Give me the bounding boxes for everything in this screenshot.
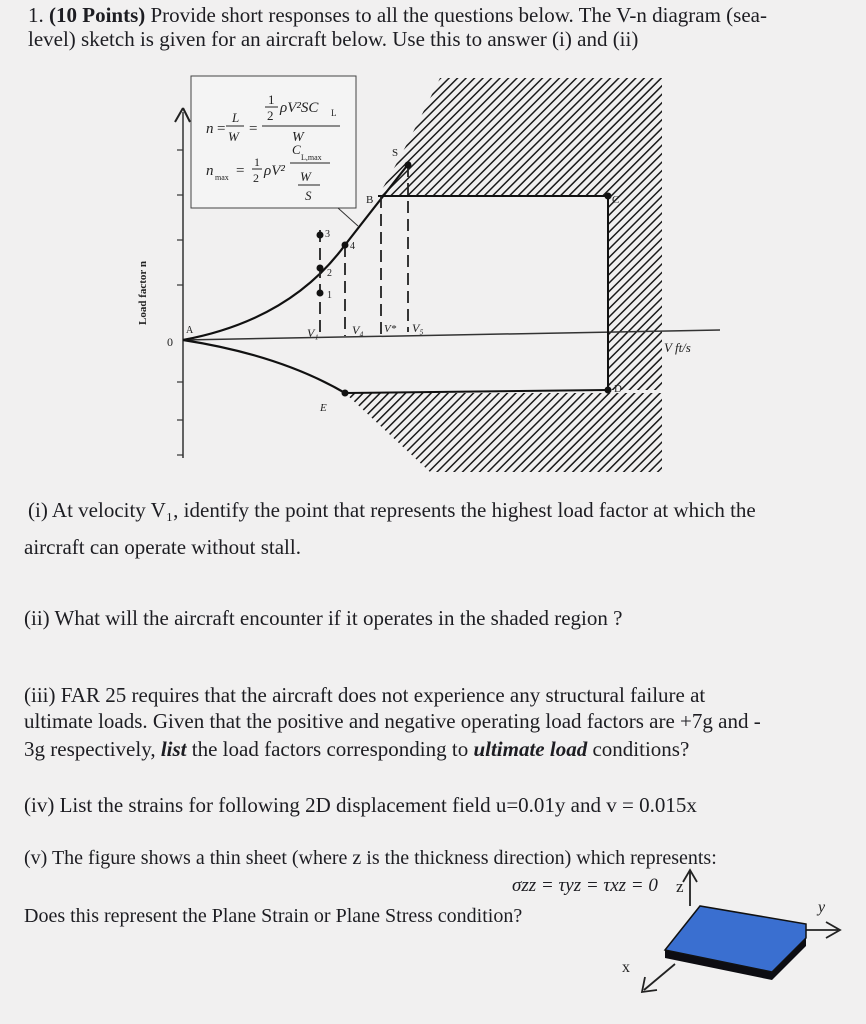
point-label-S: S (392, 147, 399, 159)
point-label-C: C (612, 194, 620, 206)
svg-text:=: = (236, 163, 245, 179)
svg-text:1: 1 (254, 155, 260, 169)
eq1-W: W (228, 129, 239, 144)
eq1-rhs: ρV²SC (280, 100, 319, 116)
marker-point-3 (317, 232, 324, 239)
marker-point-D (605, 387, 612, 394)
svg-text:2: 2 (253, 171, 259, 185)
eq2-n: n (206, 163, 214, 179)
velocity-label-vstar: V* (384, 323, 397, 335)
q3-part-c: the load factors corresponding to (186, 737, 474, 761)
question-intro-line2: level) sketch is given for an aircraft below. Use this to answer (i) and (ii) (28, 27, 639, 51)
velocity-label-v1: V₁ (307, 326, 319, 340)
question-iii-line2: ultimate loads. Given that the positive and negative operating load factors are +7g and - (24, 709, 761, 733)
marker-label-1: 1 (327, 290, 332, 301)
eq1-two: 2 (267, 108, 274, 123)
eq2-CL-sub: L,max (301, 153, 322, 162)
q3-part-ultimate: ultimate load (473, 737, 588, 761)
q3-part-e: conditions? (587, 737, 690, 761)
question-number: 1. (28, 3, 44, 27)
y-label: y (818, 899, 826, 916)
q3-part-list: list (160, 737, 187, 761)
envelope-bottom (345, 390, 608, 393)
question-iii-line3 (24, 737, 689, 761)
eq1-den: W (292, 130, 304, 145)
marker-point-C (605, 193, 612, 200)
marker-point-4 (342, 242, 349, 249)
shaded-region-upper (378, 78, 662, 330)
x-axis-label: V ft/s (664, 340, 691, 355)
question-v-line2: Does this represent the Plane Strain or Plane Stress condition? (24, 905, 523, 927)
eq2-S: S (305, 188, 312, 203)
point-label-D: D (614, 383, 622, 395)
origin-label: 0 (167, 335, 173, 349)
marker-label-2: 2 (327, 268, 332, 279)
point-label-A: A (186, 325, 194, 336)
velocity-label-v4: V₄ (352, 323, 364, 337)
marker-point-1 (317, 290, 324, 297)
shaded-region-lower (345, 393, 662, 472)
q3-part-a: 3g respectively, (24, 737, 161, 761)
question-points: (10 Points) (49, 3, 146, 27)
eq1-half: 1 (268, 92, 275, 107)
y-axis-ticks (177, 150, 183, 455)
eq2-CL: C (292, 142, 301, 157)
question-iv: (iv) List the strains for following 2D displacement field u=0.01y and v = 0.015x (24, 793, 697, 817)
eq2-W: W (300, 169, 311, 184)
eq2-rhs: ρV² (264, 163, 285, 179)
x-axis-sheet (644, 964, 675, 990)
question-v-line1: (v) The figure shows a thin sheet (where z is the thickness direction) which represents: (24, 847, 717, 869)
y-axis-label: Load factor n (137, 261, 149, 325)
marker-label-4: 4 (350, 241, 355, 252)
question-i-line1: (i) At velocity V₁, identify the point that represents the highest load factor at which the (28, 498, 756, 522)
x-label: x (622, 959, 630, 976)
question-iii-line1: (iii) FAR 25 requires that the aircraft does not experience any structural failure at (24, 683, 706, 707)
negative-stall-curve (183, 340, 345, 393)
question-i-line2: aircraft can operate without stall. (24, 535, 301, 559)
point-label-E: E (320, 402, 327, 414)
stress-condition: σzz = τyz = τxz = 0 (512, 875, 658, 896)
velocity-label-v5: V₅ (412, 321, 424, 335)
marker-point-E (342, 390, 349, 397)
svg-text:=: = (249, 121, 258, 137)
marker-point-S (405, 162, 412, 169)
question-ii: (ii) What will the aircraft encounter if it operates in the shaded region ? (24, 606, 623, 630)
svg-text:=: = (217, 121, 226, 137)
marker-point-2 (317, 265, 324, 272)
eq1-rhs-sub: L (331, 108, 337, 118)
box-leader-line (338, 208, 358, 226)
marker-label-3: 3 (325, 229, 330, 240)
eq1-n: n (206, 121, 214, 137)
eq2-sub: max (215, 173, 229, 182)
z-label: z (676, 877, 684, 896)
shaded-region-right (608, 330, 662, 390)
question-intro-line1: Provide short responses to all the questions below. The V-n diagram (sea- (150, 3, 767, 27)
eq1-L: L (232, 110, 240, 125)
point-label-B: B (366, 194, 374, 206)
